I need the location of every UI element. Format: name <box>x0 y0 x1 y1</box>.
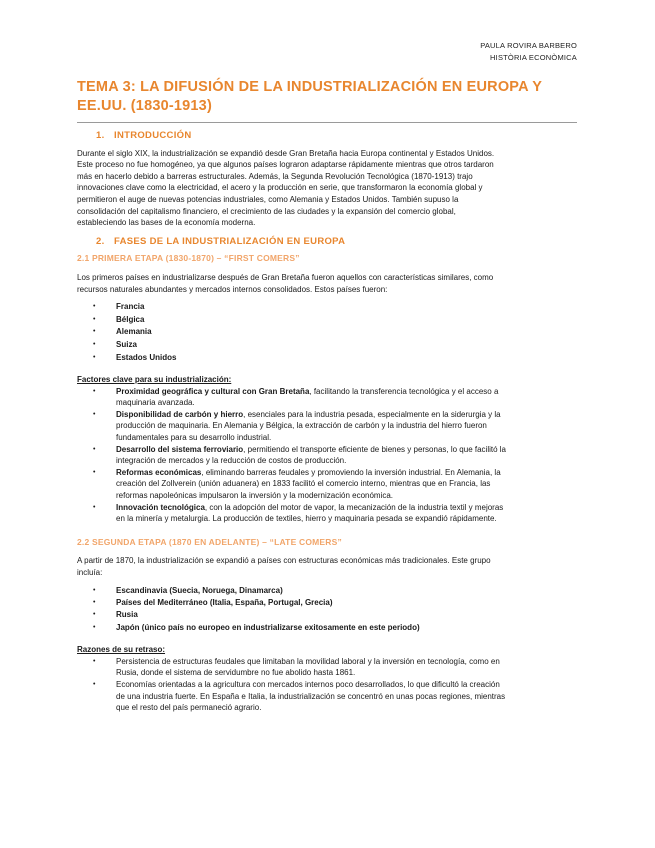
course-name: HISTÒRIA ECONÒMICA <box>490 53 577 62</box>
list-item: • Persistencia de estructuras feudales que limitaban la movilidad laboral y la inversión en tecnología, como en Rusia, donde el sistema de servidumbre no fue abolido hasta 1861. <box>93 656 500 678</box>
bullet-icon: • <box>93 657 96 665</box>
factors-heading: Factores clave para su industrialización: <box>77 375 232 385</box>
intro-line: innovaciones clave como la electricidad, el acero y la producción en serie, que transformaron la economía global y <box>77 183 483 193</box>
title-divider <box>77 122 577 123</box>
intro-line: permitieron el auge de nuevas potencias industriales, como Alemania y Estados Unidos. También supuso la <box>77 194 459 204</box>
late-comers-intro <box>77 555 577 578</box>
section-number: 2. <box>96 235 105 247</box>
bullet-icon: • <box>93 353 96 361</box>
bullet-icon: • <box>93 315 96 323</box>
document-title: TEMA 3: LA DIFUSIÓN DE LA INDUSTRIALIZACIÓN EN EUROPA Y EE.UU. (1830-1913) <box>77 79 542 114</box>
section-title: INTRODUCCIÓN <box>114 130 192 141</box>
bullet-icon: • <box>93 681 96 688</box>
bullet-icon: • <box>93 586 96 594</box>
document-body <box>77 128 577 714</box>
bullet-icon: • <box>93 468 96 476</box>
paragraph-line: Los primeros países en industrializarse después de Gran Bretaña fueron aquellos con características similares, como <box>77 272 494 282</box>
bullet-icon: • <box>93 623 96 631</box>
author-name: PAULA ROVIRA BARBERO <box>480 41 577 50</box>
list-item: • Países del Mediterráneo (Italia, España, Portugal, Grecia) <box>77 597 577 609</box>
list-item: • Innovación tecnológica, con la adopción del motor de vapor, la mecanización de la industria textil y mejoras en la minería y metalurgia. La producción de textiles, hierro y maquinaria pesada se expandió rápidamente. <box>93 502 504 524</box>
section-heading-fases <box>77 236 577 248</box>
list-item: • Proximidad geográfica y cultural con Gran Bretaña, facilitando la transferencia tecnológica y el acceso a maquinaria avanzada. <box>93 386 499 408</box>
list-item: • Disponibilidad de carbón y hierro, esenciales para la industria pesada, especialmente en la siderurgia y la producción de maquinaria. En Alemania y Bélgica, la extracción de carbón y la industria del hierro fueron fundamentales para su desarrollo industrial. <box>93 409 501 443</box>
list-item: • Alemania <box>77 326 577 339</box>
page-header <box>480 40 577 64</box>
bullet-icon: • <box>93 387 96 395</box>
first-comers-intro <box>77 272 577 295</box>
paragraph-line: A partir de 1870, la industrialización se expandió a países con estructuras económicas más tradicionales. Este grupo <box>77 556 491 566</box>
list-item: • Bélgica <box>77 314 577 327</box>
bullet-icon: • <box>93 340 96 348</box>
intro-line: estableciendo las bases de la economía moderna. <box>77 218 256 228</box>
list-item: • Francia <box>77 301 577 314</box>
list-item: • Economías orientadas a la agricultura con mercados internos poco desarrollados, lo que dificultó la creación de una industria fuerte. En España e Italia, la industrialización se concentró en unas pocas regiones, mientras que el resto del país permaneció agrario. <box>93 680 506 713</box>
paragraph-line: incluía: <box>77 568 103 577</box>
subsection-heading-late-comers: 2.2 SEGUNDA ETAPA (1870 EN ADELANTE) – “LATE COMERS” <box>77 536 342 547</box>
section-heading-introduccion <box>77 130 577 142</box>
section-number: 1. <box>96 130 105 141</box>
bullet-icon: • <box>93 410 96 418</box>
bullet-icon: • <box>93 599 96 606</box>
subsection-heading-first-comers: 2.1 PRIMERA ETAPA (1830-1870) – “FIRST COMERS” <box>77 253 300 264</box>
bullet-icon: • <box>93 328 96 336</box>
list-item: • Rusia <box>77 609 577 621</box>
intro-line: más en hacerlo debido a barreras estructurales. Además, la Segunda Revolución Tecnológica (1870-1913) trajo <box>77 171 473 181</box>
list-item: • Escandinavia (Suecia, Noruega, Dinamarca) <box>77 585 577 597</box>
list-item: • Reformas económicas, eliminando barreras feudales y promoviendo la inversión industrial. En Alemania, la creación del Zollverein (unión aduanera) en 1833 facilitó el comercio interno, mientras que en Francia, las reformas napoleónicas impulsaron la inversión y la modernización económica. <box>93 467 501 501</box>
intro-line: Durante el siglo XIX, la industrialización se expandió desde Gran Bretaña hacia Europa continental y Estados Unidos. <box>77 148 495 158</box>
bullet-icon: • <box>93 303 96 311</box>
bullet-icon: • <box>93 503 96 511</box>
factors-list <box>77 386 577 525</box>
intro-paragraph <box>77 148 577 229</box>
reasons-list <box>77 656 577 714</box>
late-comers-country-list <box>77 585 577 635</box>
list-item: • Japón (único país no europeo en industrializarse exitosamente en este periodo) <box>77 622 577 634</box>
first-comers-country-list <box>77 301 577 364</box>
list-item: • Estados Unidos <box>77 352 577 365</box>
paragraph-line: recursos naturales abundantes y mercados internos consolidados. Estos países fueron: <box>77 284 388 294</box>
intro-line: Este proceso no fue homogéneo, ya que algunos países lograron adaptarse rápidamente mientras que otros tardaron <box>77 160 494 170</box>
list-item: • Suiza <box>77 339 577 352</box>
section-title: FASES DE LA INDUSTRIALIZACIÓN EN EUROPA <box>114 235 346 247</box>
intro-line: consolidación del capitalismo financiero, el crecimiento de las ciudades y la expansión del comercio global, <box>77 206 456 216</box>
reasons-heading: Razones de su retraso: <box>77 645 166 655</box>
bullet-icon: • <box>93 445 96 453</box>
list-item: • Desarrollo del sistema ferroviario, permitiendo el transporte eficiente de bienes y personas, lo que facilitó la integración de mercados y la reducción de costos de producción. <box>93 444 506 466</box>
bullet-icon: • <box>93 611 96 619</box>
